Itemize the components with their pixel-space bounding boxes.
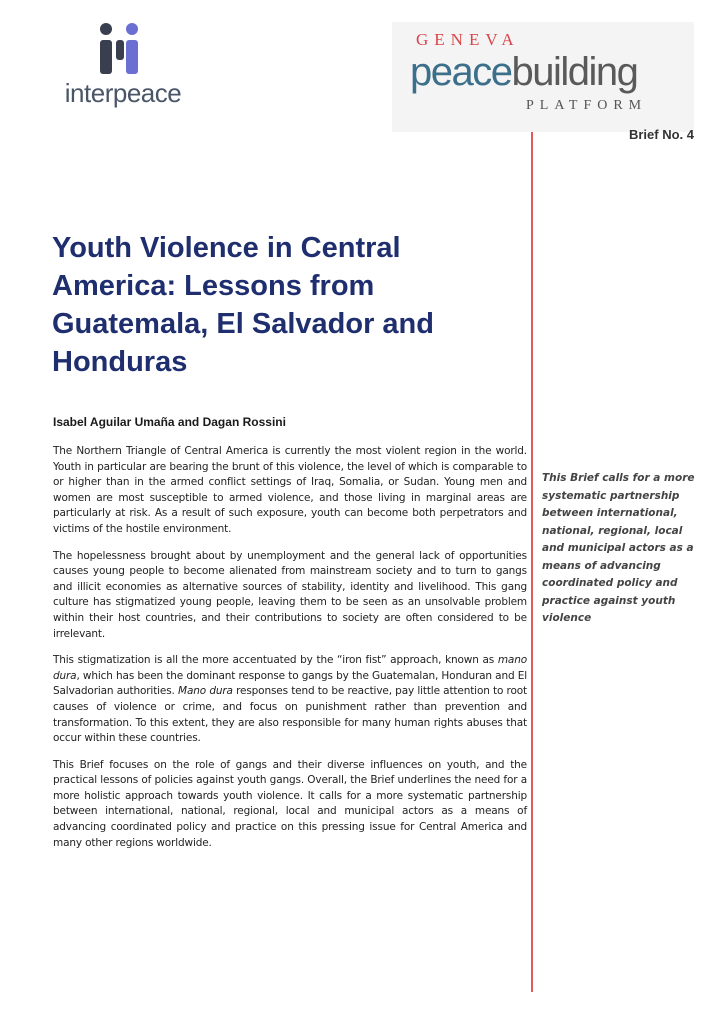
body-text xyxy=(53,444,527,862)
mano-dura-term-2: Mano dura xyxy=(178,685,233,698)
paragraph-3-part-c: responses tend to be reactive, pay little attention to root causes of violence or crime, and focus on punishment rather than prevention and transformation. To this extent, they are also responsible for many human rights abuses that occur within these countries. xyxy=(53,685,528,745)
paragraph-3 xyxy=(53,653,527,747)
interpeace-wordmark: interpeace xyxy=(64,78,182,108)
margin-divider xyxy=(531,132,533,992)
interpeace-logo-icon xyxy=(88,22,158,76)
sidebar-pull-quote: This Brief calls for a more systematic partnership between international, national, regional, local and municipal actors as a means of advancing coordinated policy and practice against youth violence xyxy=(542,472,695,624)
paragraph-4: This Brief focuses on the role of gangs and their diverse influences on youth, and the practical lessons of policies against youth gangs. Overall, the Brief underlines the need for a more holistic approach towards youth violence. It calls for a more systematic partnership between international, national, regional, local and municipal actors as a means of advancing coordinated policy and practice on this pressing issue for Central America and many other regions worldwide. xyxy=(53,758,527,849)
paragraph-3-part-a: This stigmatization is all the more accentuated by the “iron fist” approach, known as xyxy=(53,654,498,667)
geneva-peacebuilding-platform-logo xyxy=(392,22,694,132)
logo-peace-word: peace xyxy=(410,50,512,94)
brief-number: Brief No. 4 xyxy=(628,127,694,142)
logo-geneva-text: GENEVA xyxy=(416,30,520,49)
paragraph-3-part-b: , which has been the dominant response to gangs by the Guatemalan, Honduran and El Salvadorian authorities. xyxy=(53,669,527,698)
interpeace-logo xyxy=(48,22,198,117)
page-title: Youth Violence in Central America: Lessons from Guatemala, El Salvador and Honduras xyxy=(52,232,434,378)
mano-dura-term: mano dura xyxy=(53,654,527,682)
logo-peacebuilding-text xyxy=(410,48,637,96)
logo-building-word: building xyxy=(511,50,638,94)
paragraph-2: The hopelessness brought about by unemployment and the general lack of opportunities causes young people to become alienated from mainstream society and to turn to gangs and illicit economies as alternative sources of stability, identity and livelihood. This gang culture has stigmatized young people, leaving them to be seen as an unsolvable problem within their host countries, and their contributions to society are often considered to be irrelevant. xyxy=(53,549,527,640)
logo-platform-text: PLATFORM xyxy=(526,98,648,113)
paragraph-1: The Northern Triangle of Central America is currently the most violent region in the world. Youth in particular are bearing the brunt of this violence, the level of which is comparable to or higher than in the armed conflict settings of Iraq, Somalia, or Sudan. Young men and women are most susceptible to armed violence, and those living in marginal areas are particularly at risk. As a result of such exposure, youth can become both perpetrators and victims of the hostile environment. xyxy=(53,445,527,535)
authors: Isabel Aguilar Umaña and Dagan Rossini xyxy=(53,415,286,429)
